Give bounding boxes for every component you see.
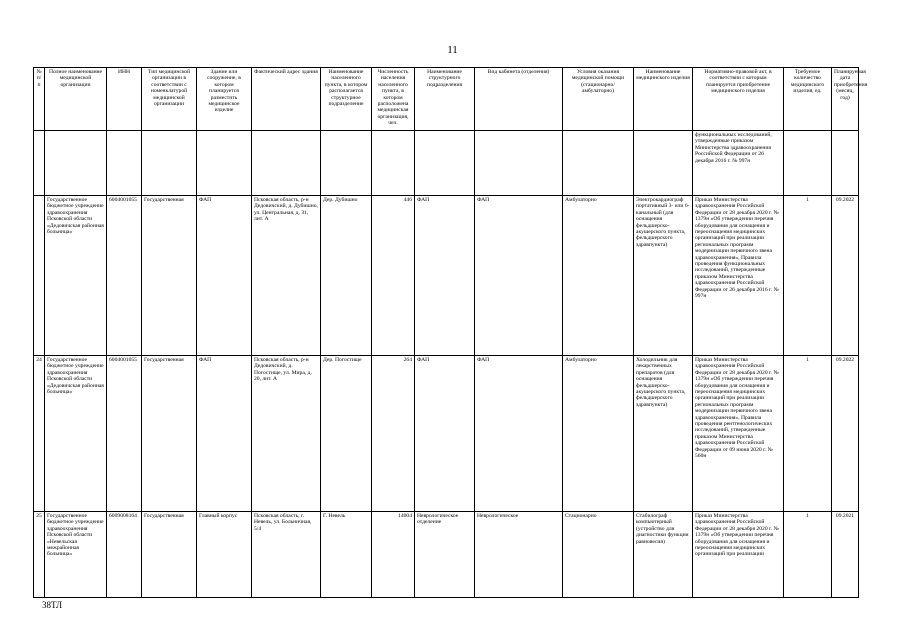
organization-cell: Государственное бюджетное учреждение здравоохранения Псковской области «Дедовичская районная больница»	[45, 356, 107, 512]
address-cell: Псковская область, р-н Дедовичский, д. Дубишно, ул. Центральная, д. 31, лит. А	[252, 196, 321, 356]
act-cell: Приказ Министерства здравоохранения Российской Федерации от 28 декабря 2020 г. № 1379н «Об утверждении перечня оборудования для оснащения и переоснащения медицинских организаций при реализации региональных программ модернизации первичного звена здравоохранения», Правила проведения рентгенологических исследований, утвержденные приказом Министерства здравоохранения Российской Федерации от 09 июня 2020 г. № 560н	[693, 356, 784, 512]
device-cell: Холодильник для лекарственных препаратов (для оснащения фельдшерско-акушерского пункта, фельдшерского здравпункта)	[634, 356, 693, 512]
equipment-table	[33, 67, 868, 598]
date-cell: 09.2021	[832, 512, 859, 598]
unit-cell: ФАП	[415, 356, 475, 512]
column-header: Численность населения населенного пункта, в котором расположена медицинская организация, чел.	[372, 68, 415, 131]
cabinet-cell: ФАП	[475, 196, 563, 356]
date-cell: 09.2022	[832, 356, 859, 512]
conditions-cell: Амбулаторно	[563, 356, 634, 512]
unit-cell: ФАП	[415, 196, 475, 356]
population-cell: 264	[372, 356, 415, 512]
act-cell: Приказ Министерства здравоохранения Российской Федерации от 28 декабря 2020 г. № 1379н «Об утверждении перечня оборудования для оснащения и переоснащения медицинских организаций при реализации	[693, 512, 784, 598]
address-cell: Псковская область, г. Невель, ул. Больничная, 5/4	[252, 512, 321, 598]
date-cell: 09.2022	[832, 196, 859, 356]
column-header: Полное наименование медицинской организации	[45, 68, 107, 131]
cabinet-cell: Неврологическое	[475, 512, 563, 598]
inn-cell: 6004001055	[107, 196, 142, 356]
locality-cell: Г. Невель	[321, 512, 372, 598]
population-cell: 446	[372, 196, 415, 356]
device-cell: Стабилограф компьютерный (устройство для диагностики функции равновесия)	[634, 512, 693, 598]
column-header: Наименование структурного подразделения	[415, 68, 475, 131]
column-header: ИНН	[107, 68, 142, 131]
page-number: 11	[447, 44, 458, 56]
row-number: 25	[34, 512, 45, 598]
org-type-cell: Государственная	[142, 356, 197, 512]
column-header: Наименование населенного пункта, в котором располагается структурное подразделение	[321, 68, 372, 131]
locality-cell: Дер. Погостище	[321, 356, 372, 512]
organization-cell: Государственное бюджетное учреждение здравоохранения Псковской области «Невельская межрайонная больница»	[45, 512, 107, 598]
quantity-cell: 1	[784, 196, 832, 356]
column-header: № п/п	[34, 68, 45, 131]
column-header: Нормативно-правовой акт, в соответствии с которым планируется приобретение медицинского изделия	[693, 68, 784, 131]
building-cell: ФАП	[197, 196, 252, 356]
column-header: Тип медицинской организации в соответствии с номенклатурой медицинской организации	[142, 68, 197, 131]
act-cell: функциональных исследований, утвержденные приказом Министерства здравоохранения Российской Федерации от 26 декабря 2016 г. № 997н	[693, 131, 784, 196]
locality-cell: Дер. Дубишно	[321, 196, 372, 356]
row-number	[34, 196, 45, 356]
row-number: 24	[34, 356, 45, 512]
column-header: Планируемая дата приобретения (месяц, год)	[832, 68, 859, 131]
act-cell: Приказ Министерства здравоохранения Российской Федерации от 28 декабря 2020 г. № 1379н «Об утверждении перечня оборудования для оснащения и переоснащения медицинских организаций при реализации региональных программ модернизации первичного звена здравоохранения», Правила проведения функциональных исследований, утвержденные приказом Министерства здравоохранения Российской Федерации от 26 декабря 2016 г. № 997н	[693, 196, 784, 356]
population-cell: 14004	[372, 512, 415, 598]
document-code: 38ТЛ	[42, 600, 63, 610]
building-cell: Главный корпус	[197, 512, 252, 598]
column-header: Вид кабинета (отделения)	[475, 68, 563, 131]
column-header: Фактический адрес здания	[252, 68, 321, 131]
column-header: Наименование медицинского изделия	[634, 68, 693, 131]
inn-cell: 6004001055	[107, 356, 142, 512]
organization-cell: Государственное бюджетное учреждение здравоохранения Псковской области «Дедовичская районная больница»	[45, 196, 107, 356]
quantity-cell: 1	[784, 356, 832, 512]
table-row	[34, 356, 859, 512]
conditions-cell: Амбулаторно	[563, 196, 634, 356]
org-type-cell: Государственная	[142, 512, 197, 598]
address-cell: Псковская область, р-н Дедовичский, д. Погостище, ул. Мира, д. 20, лит. А	[252, 356, 321, 512]
table-row	[34, 196, 859, 356]
table-row	[34, 512, 859, 598]
table-row-continuation	[34, 131, 859, 196]
inn-cell: 6009008164	[107, 512, 142, 598]
unit-cell: Неврологическое отделение	[415, 512, 475, 598]
cabinet-cell: ФАП	[475, 356, 563, 512]
conditions-cell: Стационарно	[563, 512, 634, 598]
device-cell: Электрокардиограф портативный 3- или 6-канальный (для оснащения фельдшерско-акушерского пункта, фельдшерского здравпункта)	[634, 196, 693, 356]
org-type-cell: Государственная	[142, 196, 197, 356]
quantity-cell: 1	[784, 512, 832, 598]
table-header-row	[34, 68, 859, 131]
column-header: Требуемое количество медицинского изделия, ед.	[784, 68, 832, 131]
building-cell: ФАП	[197, 356, 252, 512]
column-header: Условия оказания медицинской помощи (стационарно/ амбулаторно)	[563, 68, 634, 131]
column-header: Здание или сооружение, в котором планируется разместить медицинское изделие	[197, 68, 252, 131]
